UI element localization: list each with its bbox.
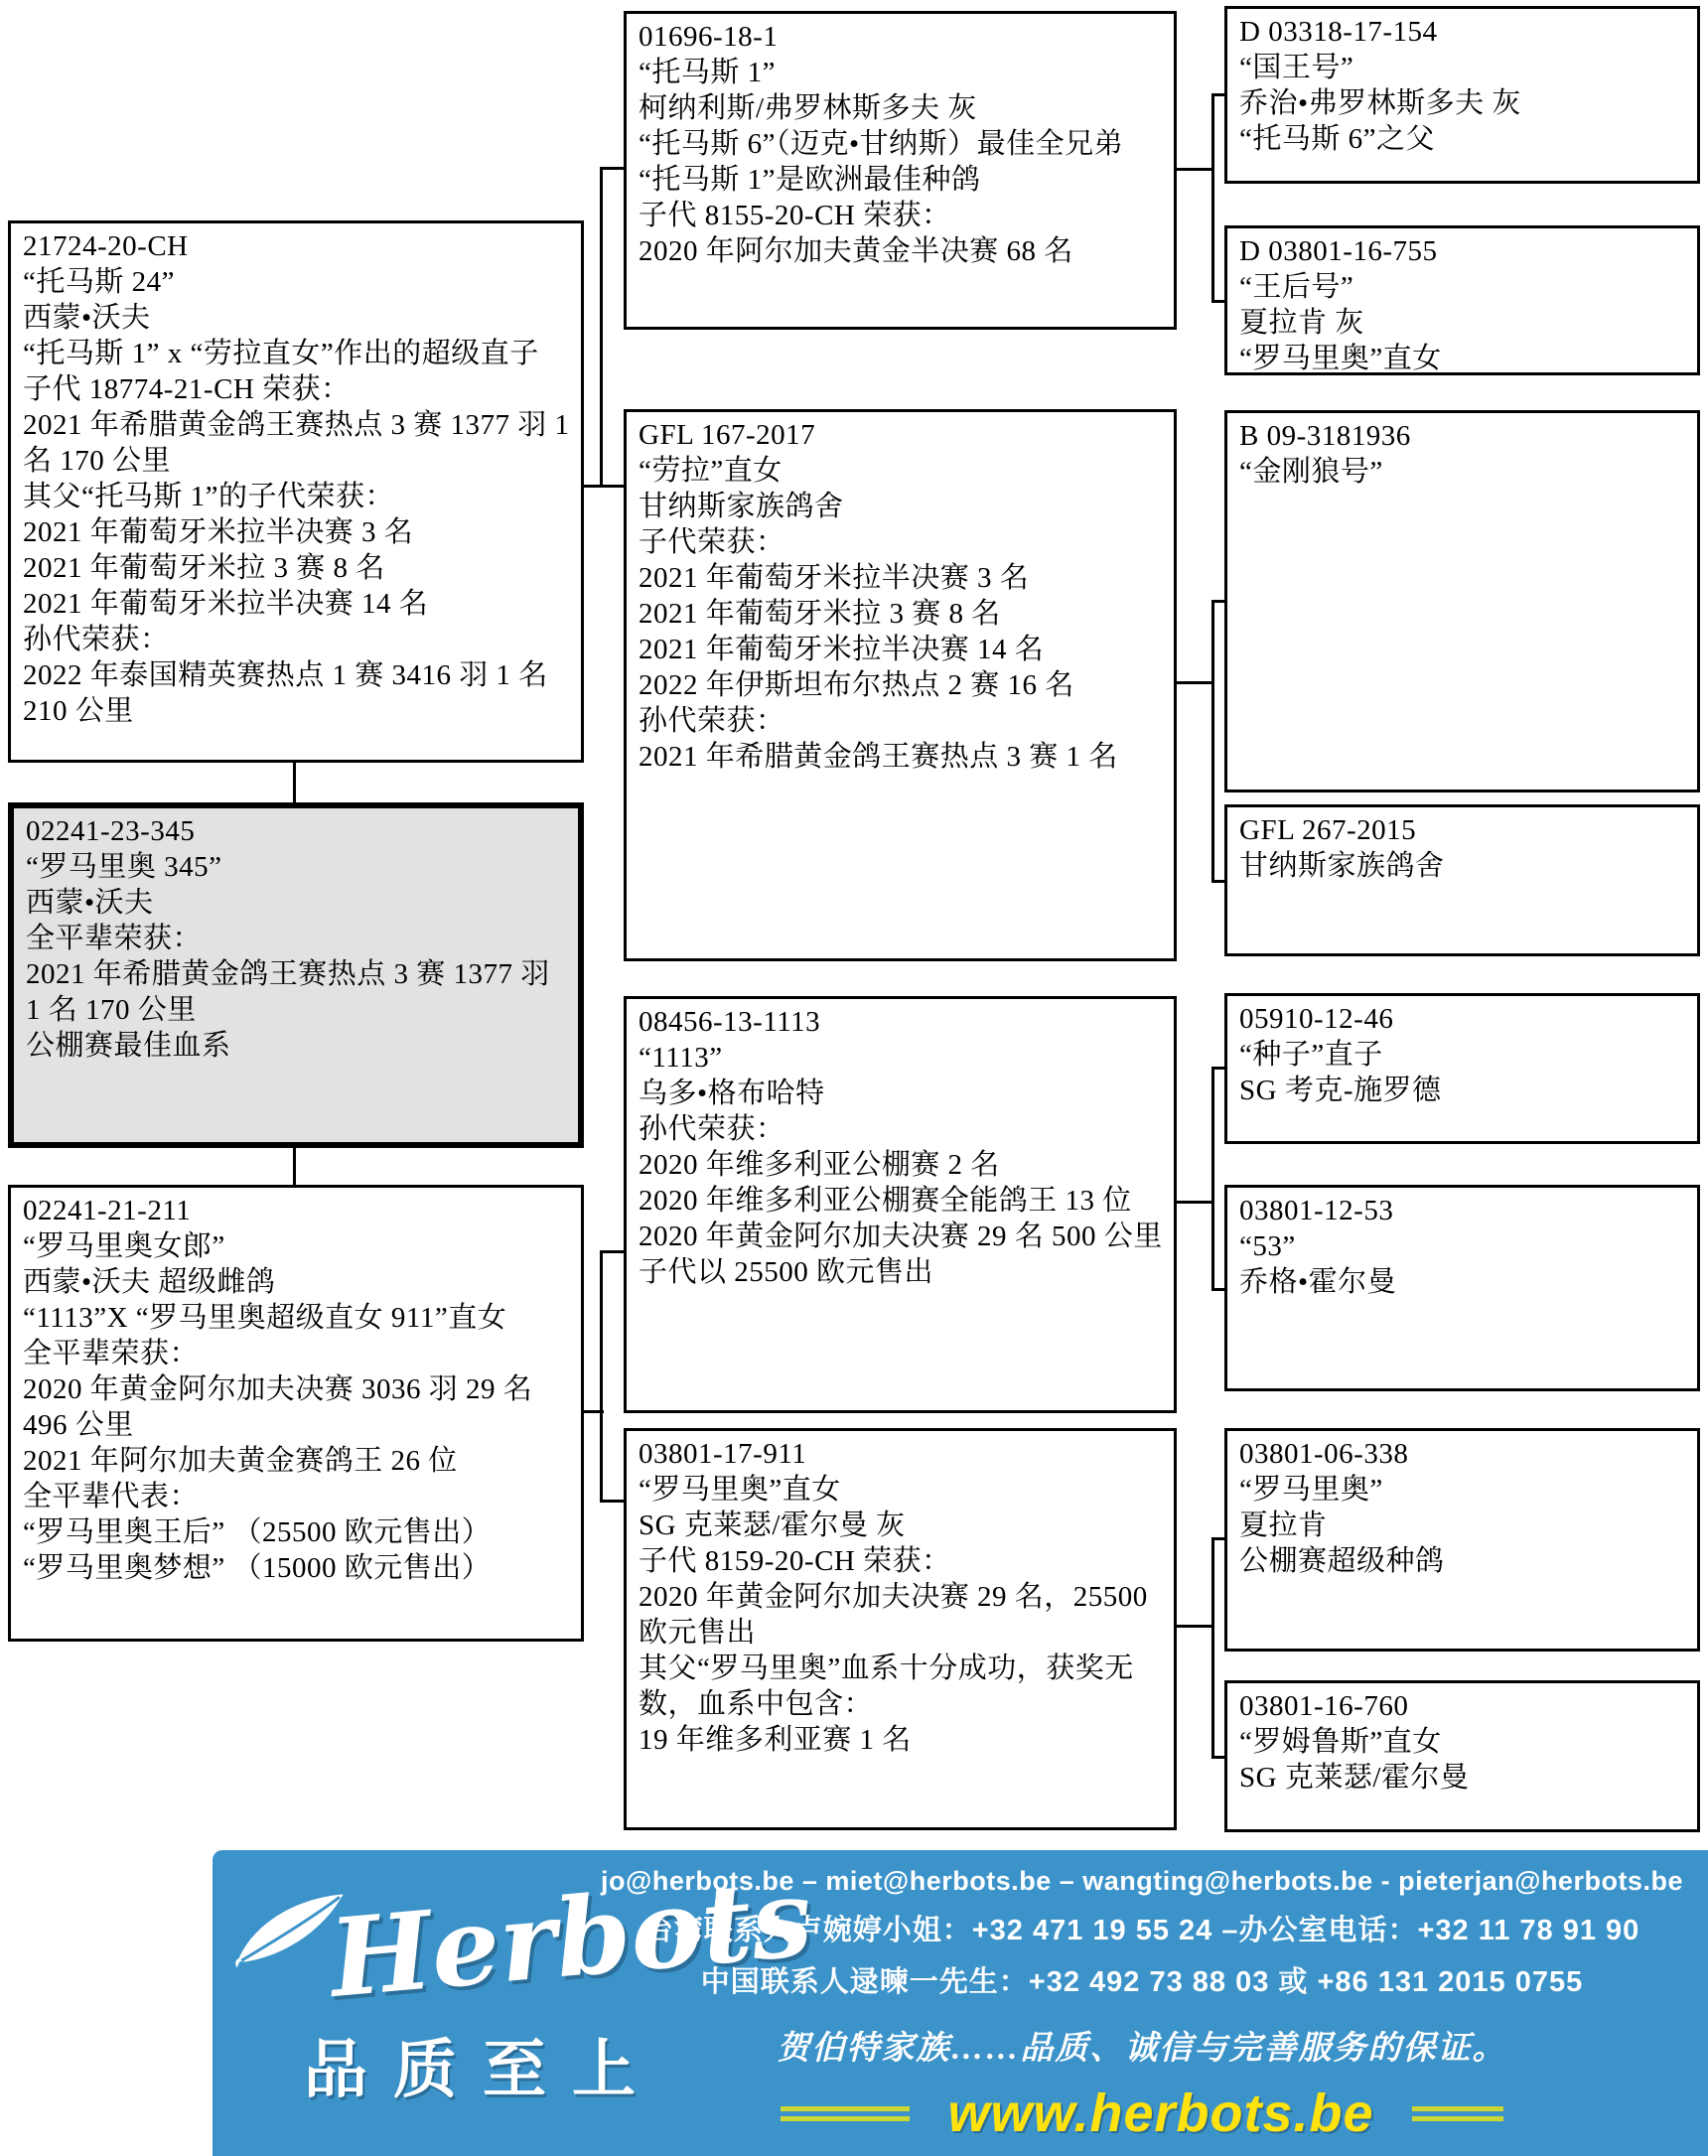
pedigree-text-line: 子代以 25500 欧元售出 — [639, 1256, 934, 1288]
pedigree-text-line: 02241-23-345 — [26, 815, 196, 847]
connector-line — [1211, 880, 1226, 883]
pedigree-text-line: “托马斯 1”是欧洲最佳种鸽 — [639, 164, 981, 196]
footer-emails: jo@herbots.be – miet@herbots.be – wangting@herbots.be - pieterjan@herbots.be — [601, 1866, 1683, 1896]
connector-line — [1211, 1067, 1214, 1291]
pedigree-text-line: GFL 267-2015 — [1239, 814, 1417, 846]
pedigree-text-line: 子代 18774-21-CH 荣获： — [23, 373, 351, 405]
connector-line — [1211, 600, 1226, 603]
pedigree-text-line: 乔治•弗罗林斯多夫 灰 — [1239, 87, 1521, 119]
pedigree-text-line: 全平辈代表： — [23, 1481, 200, 1512]
pedigree-text-line: 甘纳斯家族鸽舍 — [1239, 850, 1445, 882]
pedigree-text-line: “托马斯 1” x “劳拉直女”作出的超级直子 — [23, 338, 539, 369]
pedigree-text-line: 2021 年葡萄牙米拉半决赛 14 名 — [23, 588, 429, 620]
pedigree-text-line: “托马斯 1” — [639, 57, 776, 88]
pedigree-text-line: “罗马里奥梦想” （15000 欧元售出） — [23, 1552, 492, 1584]
pedigree-text-line: 2020 年黄金阿尔加夫决赛 29 名，25500 欧元售出 — [639, 1581, 1148, 1649]
connector-line — [1211, 93, 1226, 96]
footer-contact-china: 中国联系人逯暕一先生：+32 492 73 88 03 或 +86 131 2015 0755 — [700, 1966, 1584, 1998]
connector-line — [600, 1250, 626, 1253]
pedigree-text-line: “1113” — [639, 1042, 723, 1074]
pedigree-text-line: SG 克莱瑟/霍尔曼 灰 — [639, 1509, 906, 1541]
pedigree-text-line: 夏拉肯 灰 — [1239, 307, 1364, 339]
connector-line — [1211, 1537, 1214, 1759]
pedigree-text-line: 全平辈荣获： — [23, 1338, 200, 1369]
connector-line — [600, 167, 626, 170]
pedigree-text-line: “罗马里奥王后” （25500 欧元售出） — [23, 1516, 492, 1548]
pedigree-text-line: 2021 年希腊黄金鸽王赛热点 3 赛 1377 羽 1 名 170 公里 — [23, 409, 570, 477]
pedigree-box-D-03801-16-755 — [1224, 225, 1700, 375]
pedigree-text-line: 乔格•霍尔曼 — [1239, 1266, 1397, 1298]
pedigree-text-line: 03801-12-53 — [1239, 1195, 1394, 1226]
connector-line — [293, 763, 296, 804]
connector-line — [600, 1500, 626, 1503]
pedigree-text-line: D 03801-16-755 — [1239, 235, 1438, 267]
herbots-logo-subtitle: 品质至上 — [304, 2035, 661, 2105]
pedigree-text-line: 子代 8155-20-CH 荣获： — [639, 200, 951, 231]
pedigree-text-line: 公棚赛超级种鸽 — [1239, 1545, 1445, 1577]
pedigree-text-line: 公棚赛最佳血系 — [26, 1030, 231, 1062]
footer-website-row — [582, 2083, 1702, 2144]
pedigree-text-line: “金刚狼号” — [1239, 456, 1383, 488]
pedigree-text-line: “罗马里奥 345” — [26, 851, 222, 883]
pedigree-text-line: “托马斯 6”（迈克•甘纳斯）最佳全兄弟 — [639, 128, 1124, 160]
connector-line — [600, 167, 603, 488]
pedigree-text-line: 01696-18-1 — [639, 21, 779, 53]
pedigree-text-line: 2021 年葡萄牙米拉 3 赛 8 名 — [639, 598, 1001, 630]
pedigree-text-line: 03801-16-760 — [1239, 1690, 1409, 1722]
pedigree-box-03801-06-338 — [1224, 1428, 1700, 1652]
pedigree-text-line: SG 考克-施罗德 — [1239, 1075, 1442, 1106]
footer-website: www.herbots.be — [947, 2084, 1374, 2143]
connector-line — [584, 485, 624, 488]
pedigree-box-03801-16-760 — [1224, 1680, 1700, 1832]
double-rule-left — [781, 2106, 910, 2121]
pedigree-text-line: 2021 年葡萄牙米拉 3 赛 8 名 — [23, 552, 385, 584]
pedigree-text-line: 西蒙•沃夫 — [26, 887, 154, 919]
pedigree-text-line: 2020 年维多利亚公棚赛全能鸽王 13 位 — [639, 1185, 1132, 1217]
pedigree-text-line: 19 年维多利亚赛 1 名 — [639, 1724, 912, 1756]
pedigree-text-line: “劳拉”直女 — [639, 455, 783, 487]
pedigree-text-line: 2022 年泰国精英赛热点 1 赛 3416 羽 1 名 210 公里 — [23, 659, 548, 727]
pedigree-text-line: GFL 167-2017 — [639, 419, 816, 451]
connector-line — [1211, 300, 1226, 303]
pedigree-text-line: 乌多•格布哈特 — [639, 1078, 825, 1109]
pedigree-box-03801-17-911 — [624, 1428, 1177, 1830]
pedigree-text-line: “国王号” — [1239, 52, 1354, 83]
pedigree-box-GFL-267-2015 — [1224, 804, 1700, 956]
connector-line — [1177, 681, 1214, 684]
pedigree-text-line: “托马斯 24” — [23, 266, 175, 298]
pedigree-box-B-09-3181936 — [1224, 410, 1700, 792]
pedigree-text-line: 08456-13-1113 — [639, 1006, 821, 1038]
pedigree-box-08456-13-1113 — [624, 996, 1177, 1413]
pedigree-box-02241-21-211 — [8, 1185, 584, 1642]
pedigree-text-line: 03801-17-911 — [639, 1438, 807, 1470]
pedigree-text-line: 柯纳利斯/弗罗林斯多夫 灰 — [639, 92, 977, 124]
pedigree-text-line: 西蒙•沃夫 — [23, 302, 151, 334]
pedigree-text-line: “王后号” — [1239, 271, 1354, 303]
pedigree-box-01696-18-1 — [624, 11, 1177, 330]
connector-line — [1211, 600, 1214, 883]
double-rule-right — [1412, 2106, 1503, 2121]
pedigree-box-21724-20-CH — [8, 220, 584, 763]
pedigree-text-line: “罗马里奥” — [1239, 1474, 1383, 1506]
pedigree-text-line: 子代 8159-20-CH 荣获： — [639, 1545, 951, 1577]
pedigree-text-line: 2020 年黄金阿尔加夫决赛 3036 羽 29 名 496 公里 — [23, 1373, 533, 1441]
pedigree-text-line: “托马斯 6”之父 — [1239, 123, 1435, 155]
pedigree-text-line: 2022 年伊斯坦布尔热点 2 赛 16 名 — [639, 669, 1074, 701]
pedigree-box-GFL-167-2017 — [624, 409, 1177, 961]
pedigree-box-02241-23-345-subject — [8, 802, 584, 1148]
pedigree-text-line: 2020 年黄金阿尔加夫决赛 29 名 500 公里 — [639, 1221, 1163, 1252]
pedigree-text-line: 全平辈荣获： — [26, 923, 203, 954]
pedigree-text-line: 孙代荣获： — [639, 705, 785, 737]
pedigree-text-line: B 09-3181936 — [1239, 420, 1411, 452]
footer-contact-taiwan: 台湾联系人卢婉婷小姐：+32 471 19 55 24 –办公室电话：+32 11 78 91 90 — [643, 1915, 1640, 1946]
pedigree-text-line: 2021 年阿尔加夫黄金赛鸽王 26 位 — [23, 1445, 458, 1477]
pedigree-text-line: 2020 年维多利亚公棚赛 2 名 — [639, 1149, 1000, 1181]
footer-contact-block — [582, 1866, 1702, 2144]
pedigree-text-line: 2021 年葡萄牙米拉半决赛 14 名 — [639, 634, 1045, 665]
pedigree-text-line: 2021 年希腊黄金鸽王赛热点 3 赛 1377 羽 1 名 170 公里 — [26, 958, 550, 1026]
pedigree-text-line: 其父“罗马里奥”血系十分成功，获奖无数，血系中包含： — [639, 1653, 1134, 1720]
connector-line — [1211, 93, 1214, 303]
connector-line — [1177, 1625, 1214, 1628]
pedigree-text-line: 西蒙•沃夫 超级雌鸽 — [23, 1266, 276, 1298]
pedigree-text-line: 孙代荣获： — [639, 1113, 785, 1145]
pedigree-text-line: SG 克莱瑟/霍尔曼 — [1239, 1762, 1470, 1794]
pedigree-box-D-03318-17-154 — [1224, 6, 1700, 184]
pedigree-text-line: 夏拉肯 — [1239, 1509, 1328, 1541]
pedigree-text-line: 02241-21-211 — [23, 1195, 192, 1226]
pedigree-text-line: 2021 年葡萄牙米拉半决赛 3 名 — [639, 562, 1030, 594]
pedigree-text-line: 2020 年阿尔加夫黄金半决赛 68 名 — [639, 235, 1073, 267]
pedigree-text-line: “53” — [1239, 1230, 1296, 1262]
connector-line — [293, 1146, 296, 1187]
pedigree-box-03801-12-53 — [1224, 1185, 1700, 1391]
herbots-logo-text: Herbots — [325, 1855, 817, 2022]
pedigree-text-line: 甘纳斯家族鸽舍 — [639, 491, 844, 522]
connector-line — [1211, 1288, 1226, 1291]
pedigree-text-line: “罗马里奥”直女 — [639, 1474, 841, 1506]
pedigree-text-line: 其父“托马斯 1”的子代荣获： — [23, 481, 394, 512]
pedigree-text-line: “罗马里奥”直女 — [1239, 343, 1442, 374]
pedigree-text-line: “1113”X “罗马里奥超级直女 911”直女 — [23, 1302, 507, 1334]
connector-line — [1177, 1201, 1214, 1204]
pedigree-text-line: 03801-06-338 — [1239, 1438, 1409, 1470]
connector-line — [1211, 1756, 1226, 1759]
connector-line — [600, 1250, 603, 1503]
connector-line — [1177, 168, 1214, 171]
connector-line — [1211, 1067, 1226, 1070]
pedigree-text-line: 2021 年希腊黄金鸽王赛热点 3 赛 1 名 — [639, 741, 1118, 773]
pedigree-text-line: D 03318-17-154 — [1239, 16, 1438, 48]
pedigree-text-line: 21724-20-CH — [23, 230, 189, 262]
pedigree-text-line: 2021 年葡萄牙米拉半决赛 3 名 — [23, 516, 414, 548]
pedigree-text-line: “种子”直子 — [1239, 1039, 1383, 1071]
pedigree-box-05910-12-46 — [1224, 993, 1700, 1144]
pedigree-text-line: 子代荣获： — [639, 526, 785, 558]
pedigree-text-line: 孙代荣获： — [23, 624, 170, 655]
footer-slogan: 贺伯特家族……品质、诚信与完善服务的保证。 — [777, 2031, 1507, 2067]
pedigree-text-line: 05910-12-46 — [1239, 1003, 1394, 1035]
connector-line — [1211, 1537, 1226, 1540]
footer-banner — [213, 1850, 1708, 2156]
pedigree-text-line: “罗马里奥女郎” — [23, 1230, 225, 1262]
pedigree-text-line: “罗姆鲁斯”直女 — [1239, 1726, 1442, 1758]
